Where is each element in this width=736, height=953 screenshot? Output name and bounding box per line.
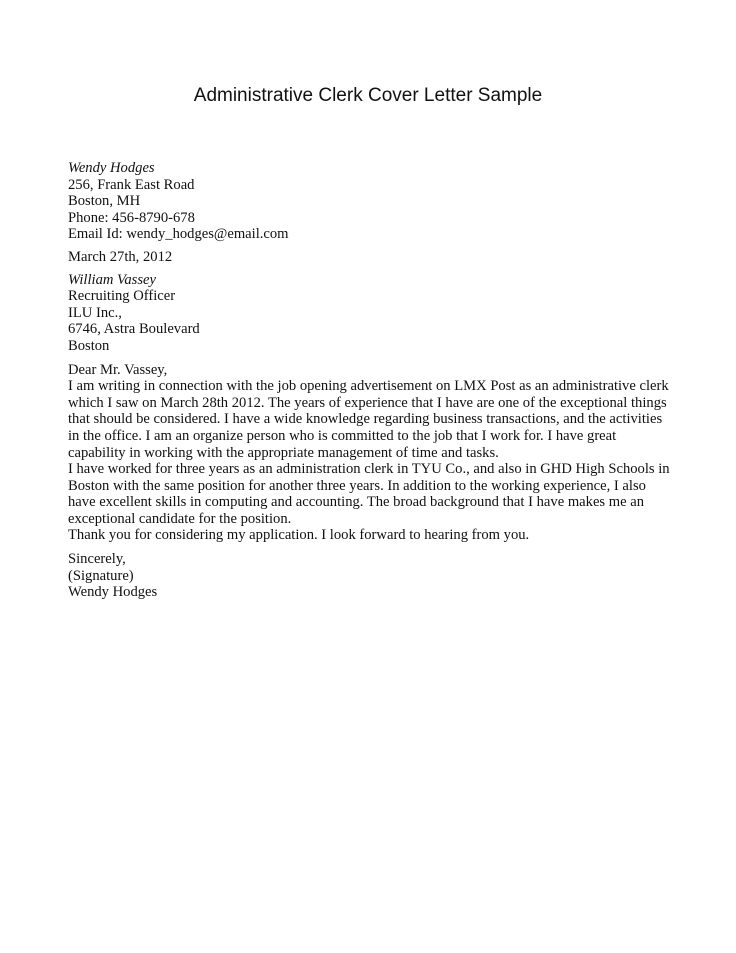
sender-address-line2: Boston, MH — [68, 193, 141, 210]
paragraph-line: which I saw on March 28th 2012. The years of experience that I have are one of the exceptional things — [68, 394, 667, 411]
sender-phone: Phone: 456-8790-678 — [68, 209, 195, 226]
recipient-title: Recruiting Officer — [68, 288, 176, 305]
recipient-company: ILU Inc., — [68, 304, 122, 321]
paragraph-line: that should be considered. I have a wide knowledge regarding business transactions, and the activities — [68, 411, 663, 428]
paragraph-line: exceptional candidate for the position. — [68, 510, 292, 527]
sender-block — [68, 160, 678, 243]
paragraph-line: capability in working with the appropriate management of time and tasks. — [68, 444, 499, 461]
paragraph-line: in the office. I am an organize person who is committed to the job that I work for. I have great — [68, 427, 617, 444]
date-block — [68, 249, 678, 266]
sender-address-line1: 256, Frank East Road — [68, 176, 195, 193]
letter-body — [68, 160, 678, 601]
recipient-name: William Vassey — [68, 271, 156, 288]
salutation-block — [68, 362, 678, 379]
letter-date: March 27th, 2012 — [68, 248, 173, 265]
recipient-address-line1: 6746, Astra Boulevard — [68, 321, 200, 338]
document-title: Administrative Clerk Cover Letter Sample — [193, 85, 543, 106]
signature-placeholder: (Signature) — [68, 567, 134, 584]
paragraph-line: Thank you for considering my application. I look forward to hearing from you. — [68, 527, 530, 544]
sender-name: Wendy Hodges — [68, 160, 155, 176]
closing-name: Wendy Hodges — [68, 584, 158, 601]
recipient-city: Boston — [68, 337, 110, 354]
salutation: Dear Mr. Vassey, — [68, 361, 168, 378]
recipient-block — [68, 272, 678, 355]
paragraph-line: I have worked for three years as an administration clerk in TYU Co., and also in GHD High Schools in — [68, 461, 670, 478]
paragraph-line: have excellent skills in computing and accounting. The broad background that I have makes me an — [68, 494, 645, 511]
body-paragraph-3 — [68, 527, 678, 544]
closing-block — [68, 551, 678, 601]
body-paragraph-1 — [68, 378, 678, 461]
paragraph-line: I am writing in connection with the job opening advertisement on LMX Post as an administrative clerk — [68, 378, 669, 395]
sender-email: Email Id: wendy_hodges@email.com — [68, 226, 289, 243]
body-paragraph-2 — [68, 461, 678, 527]
valediction: Sincerely, — [68, 551, 126, 568]
paragraph-line: Boston with the same position for another three years. In addition to the working experience, I also — [68, 477, 646, 494]
